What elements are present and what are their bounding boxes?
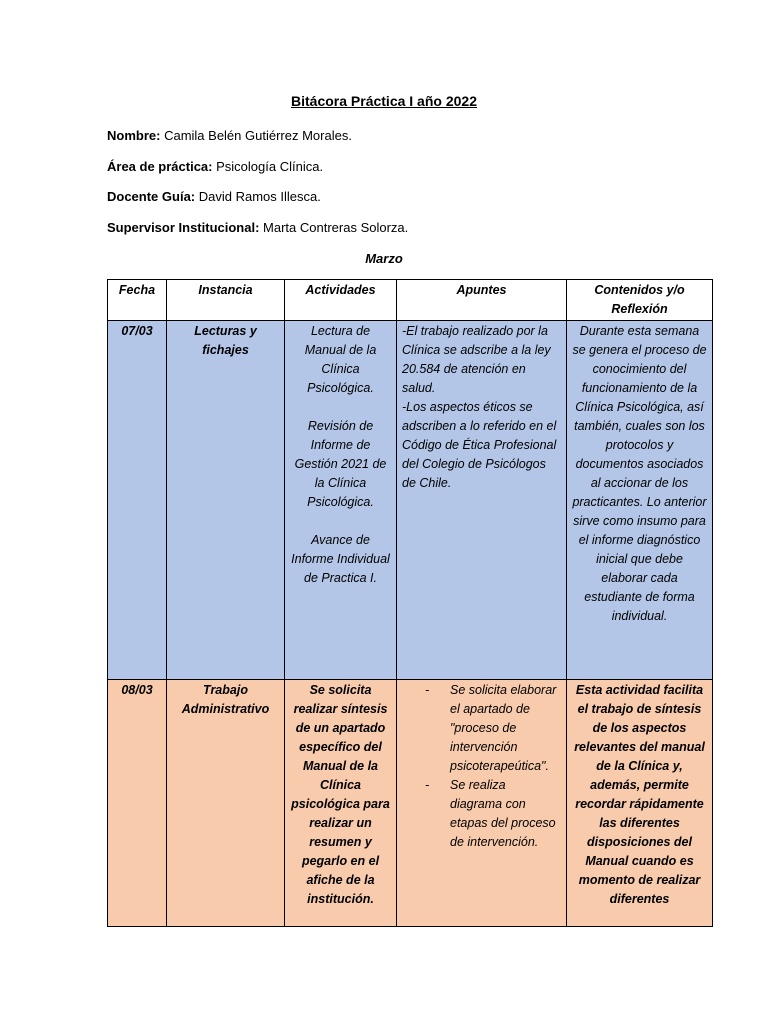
document-title: Bitácora Práctica I año 2022: [291, 93, 477, 109]
field-label: Supervisor Institucional:: [107, 220, 260, 235]
cell-actividades: [285, 321, 397, 680]
cell-fecha: 08/03: [108, 680, 167, 927]
cell-instancia: Trabajo Administrativo: [167, 680, 285, 927]
log-table: [107, 279, 713, 927]
field-value: Camila Belén Gutiérrez Morales.: [164, 128, 352, 143]
cell-reflexion: Durante esta semana se genera el proceso de conocimiento del funcionamiento de la Clínica Psicológica, así también, cuales son los protocolos y documentos asociados al accionar de los practicantes. Lo anterior sirve como insumo para el informe diagnóstico inicial que debe elaborar cada estudiante de forma individual.: [567, 321, 713, 680]
header-actividades: Actividades: [285, 280, 397, 321]
field-value: Psicología Clínica.: [216, 159, 324, 174]
list-item: - Se realiza diagrama con etapas del proceso de intervención.: [450, 776, 561, 852]
cell-actividades: [285, 680, 397, 927]
activity-text: Revisión de Informe de Gestión 2021 de la Clínica Psicológica.: [294, 419, 387, 509]
activity-text: Se solicita realizar síntesis de un apartado específico del Manual de la Clínica psicológica para realizar un resumen y pegarlo en el afiche de la institución.: [291, 683, 390, 906]
header-fecha: Fecha: [108, 280, 167, 321]
cell-apuntes: [397, 321, 567, 680]
note-text: -Los aspectos éticos se adscriben a lo referido en el Código de Ética Profesional del Colegio de Psicólogos de Chile.: [402, 400, 557, 490]
note-text: -El trabajo realizado por la Clínica se adscribe a la ley 20.584 de atención en salud.: [402, 324, 551, 395]
cell-fecha: 07/03: [108, 321, 167, 680]
field-label: Nombre:: [107, 128, 161, 143]
list-item: - Se solicita elaborar el apartado de "proceso de intervención psicoterapeútica".: [450, 681, 561, 776]
header-instancia: Instancia: [167, 280, 285, 321]
table-header-row: [108, 280, 713, 321]
table-row: [108, 321, 713, 680]
activity-text: Avance de Informe Individual de Practica I.: [291, 533, 390, 585]
header-apuntes: Apuntes: [397, 280, 567, 321]
field-label: Docente Guía:: [107, 189, 196, 204]
month-heading: Marzo: [365, 251, 403, 266]
cell-apuntes: [397, 680, 567, 927]
field-supervisor: [107, 220, 408, 235]
field-nombre: [107, 128, 352, 143]
field-area: [107, 159, 323, 174]
field-docente: [107, 189, 321, 204]
field-value: Marta Contreras Solorza.: [263, 220, 409, 235]
cell-instancia: Lecturas y fichajes: [167, 321, 285, 680]
activity-text: Lectura de Manual de la Clínica Psicológica.: [304, 324, 377, 395]
field-label: Área de práctica:: [107, 159, 213, 174]
cell-reflexion: Esta actividad facilita el trabajo de síntesis de los aspectos relevantes del manual de la Clínica y, además, permite recordar rápidamente las diferentes disposiciones del Manual cuando es momento de realizar diferentes: [567, 680, 713, 927]
table-row: [108, 680, 713, 927]
field-value: David Ramos Illesca.: [198, 189, 321, 204]
notes-list: [402, 681, 561, 852]
header-reflexion: Contenidos y/o Reflexión: [567, 280, 713, 321]
